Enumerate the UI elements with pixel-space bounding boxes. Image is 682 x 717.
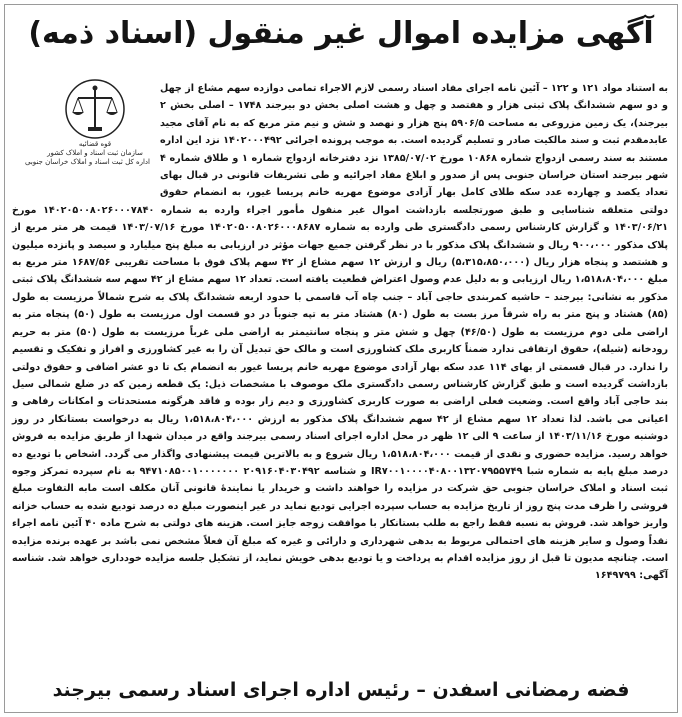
notice-body-text: به استناد مواد ۱۲۱ و ۱۲۲ – آئین نامه اجرای مفاد اسناد رسمی لازم الاجراء تمامی دوازده سهم مشاع از چهل و دو سهم ششدانگ پلاک ثبتی هزار و هفتصد و چهل و هشت اصلی بخش دو بیرجند ۱۷۴۸ – اصلی بخش ۲ بیرجند)، یک زمین مزروعی به مساحت ۵۹۰۶/۵ پنج هزار و نهصد و شش و نیم متر مربع که به نام آقای مجید عابدمقدم ثبت و سند مالکیت صادر و تسلیم گردیده است. به موجب پرونده اجرائی ۱۴۰۲۰۰۰۴۹۲ نزد این اداره مستند به سند رسمی ازدواج شماره ۱۰۸۶۸ مورخ ۱۳۸۵/۰۷/۰۲ نزد دفترخانه ازدواج شماره ۱ و طلاق شماره ۴ شهر بیرجند استان خراسان جنوبی پس از صدور و ابلاغ مفاد اجرائیه و طی تشریفات قانونی در قبال بهای تعداد یکصد و چهارده عدد سکه طلای کامل بهار آزادی موضوع مهریه خانم پریسا غیور، به انضمام حقوق دولتی متعلقه شناسایی و طبق صورتجلسه بازداشت اموال غیر منقول مأمور اجراء وارده به شماره ۱۴۰۲۰۵۰۰۸۰۲۶۰۰۰۷۸۴۰ مورخ ۱۴۰۳/۰۶/۲۱ و گزارش کارشناس رسمی دادگستری طی وارده به شماره ۱۴۰۲۰۵۰۰۸۰۲۶۰۰۰۸۶۸۷ مورخ ۱۴۰۳/۰۷/۱۶ قیمت هر متر مربع از پلاک مذکور ۹۰۰،۰۰۰ ریال و ششدانگ پلاک مذکور با در نظر گرفتن جمیع جهات مؤثر در ارزیابی به مبلغ پنج میلیارد و سیصد و پانزده میلیون و هشتصد و پنجاه هزار ریال (۵،۳۱۵،۸۵۰،۰۰۰) ریال و ارزش ۱۲ سهم مشاع از ۴۲ سهم پلاک فوق با مساحت تقریبی ۱۶۸۷/۵۶ متر مربع به مبلغ ۱،۵۱۸،۸۰۴،۰۰۰ ریال ارزیابی و به دلیل عدم وصول اعتراض قطعیت یافته است. تعداد ۱۲ سهم مشاع از ۴۲ سهم سه ششدانگ پلاک ثبتی مذکور به نشانی: بیرجند – حاشیه کمربندی حاجی آباد – جنب چاه آب قاسمی با حدود اربعه ششدانگ پلاک به شرح شمالاً مرزیست به طول (۸۵) هشتاد و پنج متر به راه شرقاً مرز بست به طول (۸۰) هشتاد متر به تپه جنوباً در دو قسمت اول مرزیست به طول (۵۰) پنجاه متر به اراضی ملی دوم مرزیست به طول (۴۶/۵۰) چهل و شش متر و پنجاه سانتیمتر به اراضی ملی غرباً مرزیست به طول (۵۰) متر به حریم رودخانه (شیله)، حقوق ارتفاقی ندارد ضمناً کاربری ملک کشاورزی است و مالک حق تبدیل آن را به غیر کشاورزی و افراز و تفکیک و تقسیم را ندارد. در قبال قسمتی از بهای ۱۱۴ عدد سکه بهار آزادی موضوع مهریه خانم پریسا غیور به انضمام یک تا دو عشر اضافی و حقوق دولتی بازداشت گردیده است و طبق گزارش کارشناس رسمی دادگستری ملک موصوف با مشخصات ذیل: یک قطعه زمین که در ضلع شمالی سیل بند حاجی آباد واقع است. وضعیت فعلی اراضی به صورت کاربری کشاورزی و دیم زار بوده و فاقد هرگونه مستحدثات و امکانات رفاهی و اعیانی می باشد. لذا تعداد ۱۲ سهم مشاع از ۴۲ سهم ششدانگ پلاک مذکور به ارزش ۱،۵۱۸،۸۰۴،۰۰۰ ریال به درخواست بستانکار در روز دوشنبه مورخ ۱۴۰۳/۱۱/۱۶ از ساعت ۹ الی ۱۲ ظهر در محل اداره اجرای اسناد رسمی بیرجند واقع در میدان شهدا از طریق مزایده به فروش خواهد رسید. مزایده حضوری و نقدی از قیمت ۱،۵۱۸،۸۰۴،۰۰۰ ریال شروع و به بالاترین قیمت پیشنهادی واگذار می گردد. اشخاص با تودیع ده درصد مبلغ پایه به شماره شبا IR۷۰۰۱۰۰۰۰۴۰۸۰۰۱۳۲۰۷۹۵۵۷۴۹ و شناسه ۲۰۹۱۶۰۴۰۳۰۴۹۲ ۹۴۷۱۰۸۵۰۰۱۰۰۰۰۰۰۰ به نام سپرده تمرکز وجوه ثبت اسناد و املاک خراسان جنوبی حق شرکت در مزایده را خواهند داشت و خریدار یا نمایندۀ قانونی آنان مکلف است مابه التفاوت مبلغ فروشی را ظرف مدت پنج روز از تاریخ مزایده به حساب سپرده اجرایی تودیع نماید در غیر اینصورت مبلغ ده درصد تودیع شده به حساب خزانه واریز خواهد شد. فروش به نسبه فقط راجع به طلب بستانکار با موافقت زوجه جایز است. هزینه های دولتی به شرح ماده ۴۰ آئین نامه اجراء نقداً وصول و سایر هزینه های احتمالی مربوط به بدهی شهرداری و دارائی و غیره که مبلغ آن فعلاً مشخص نمی باشد بر عهده برنده مزایده است. چنانچه مدیون تا قبل از روز مزایده اقدام به پرداخت و یا تودیع بدهی خویش نماید، از تشکیل جلسه مزایده خودداری خواهد شد. شناسه آگهی: ۱۶۴۹۷۹۹ — [12, 83, 669, 582]
notice-body — [12, 80, 668, 585]
notice-title: آگهی مزایده اموال غیر منقول (اسناد ذمه) — [28, 16, 654, 51]
logo-spacer — [12, 80, 160, 200]
notice-signature: فضه رمضانی اسفدن – رئیس اداره اجرای اسناد رسمی بیرجند — [52, 679, 630, 701]
logo-org-province: اداره کل ثبت اسناد و املاک خراسان جنوبی — [25, 158, 150, 166]
logo-org-judiciary: قوه قضائیه — [78, 140, 112, 148]
logo-org-registration: سازمان ثبت اسناد و املاک کشور — [47, 149, 143, 157]
